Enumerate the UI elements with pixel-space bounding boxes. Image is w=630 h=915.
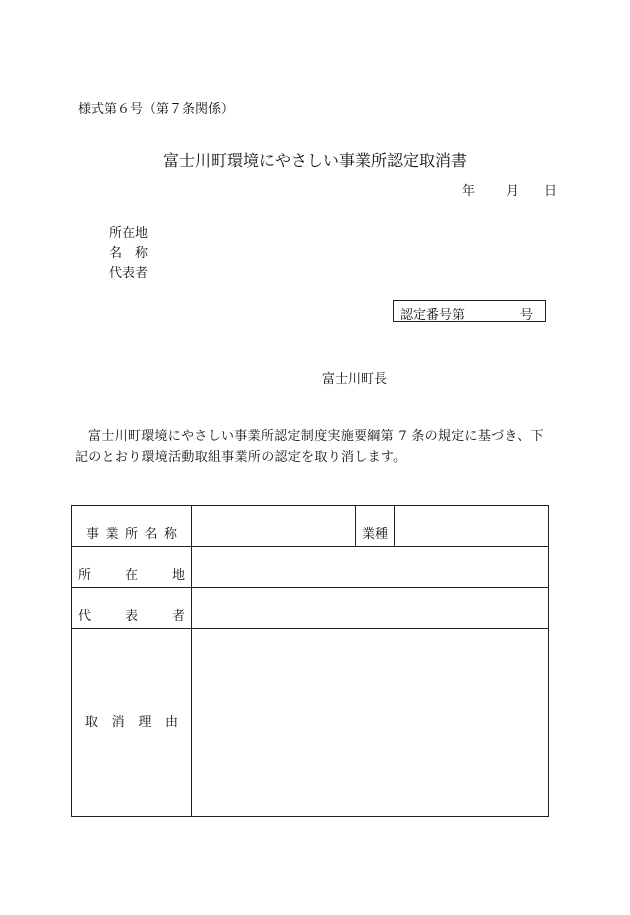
business-name-char: 所 bbox=[124, 527, 138, 542]
business-name-char: 名 bbox=[144, 527, 158, 542]
location-label bbox=[72, 547, 192, 588]
recipient-address-label: 所在地 bbox=[109, 226, 149, 241]
revocation-form-table bbox=[71, 505, 549, 817]
business-name-label bbox=[72, 506, 192, 547]
row-location bbox=[72, 547, 549, 588]
business-name-field[interactable] bbox=[192, 506, 356, 547]
representative-label bbox=[72, 588, 192, 629]
industry-field[interactable] bbox=[395, 506, 549, 547]
reason-char: 理 bbox=[138, 715, 152, 730]
form-number: 様式第６号（第７条関係） bbox=[78, 102, 235, 117]
date-month-label: 月 bbox=[506, 184, 520, 199]
certification-number-suffix: 号 bbox=[519, 308, 533, 323]
recipient-representative-label: 代表者 bbox=[109, 266, 149, 281]
location-char: 所 bbox=[78, 568, 92, 583]
business-name-char: 称 bbox=[163, 527, 177, 542]
row-representative bbox=[72, 588, 549, 629]
reason-field[interactable] bbox=[192, 629, 549, 817]
representative-char: 代 bbox=[78, 609, 92, 624]
row-business-name bbox=[72, 506, 549, 547]
industry-label: 業種 bbox=[356, 506, 395, 547]
reason-label bbox=[72, 629, 192, 817]
representative-char: 者 bbox=[171, 609, 185, 624]
issuer-mayor: 富士川町長 bbox=[322, 372, 388, 387]
reason-char: 取 bbox=[85, 715, 99, 730]
reason-char: 消 bbox=[111, 715, 125, 730]
location-char: 在 bbox=[124, 568, 138, 583]
location-char: 地 bbox=[171, 568, 185, 583]
recipient-name-label: 名 称 bbox=[109, 246, 149, 261]
representative-field[interactable] bbox=[192, 588, 549, 629]
business-name-char: 事 bbox=[86, 527, 100, 542]
certification-number-label: 認定番号第 bbox=[400, 308, 466, 323]
business-name-char: 業 bbox=[105, 527, 119, 542]
date-day-label: 日 bbox=[544, 184, 558, 199]
body-paragraph: 富士川町環境にやさしい事業所認定制度実施要綱第 7 条の規定に基づき、下記のとおり環境活動取組事業所の認定を取り消します。 bbox=[75, 429, 544, 465]
date-year-label: 年 bbox=[462, 184, 476, 199]
certification-number-box[interactable] bbox=[393, 300, 546, 322]
reason-char: 由 bbox=[164, 715, 178, 730]
location-field[interactable] bbox=[192, 547, 549, 588]
document-title: 富士川町環境にやさしい事業所認定取消書 bbox=[162, 151, 467, 170]
representative-char: 表 bbox=[124, 609, 138, 624]
row-reason bbox=[72, 629, 549, 817]
